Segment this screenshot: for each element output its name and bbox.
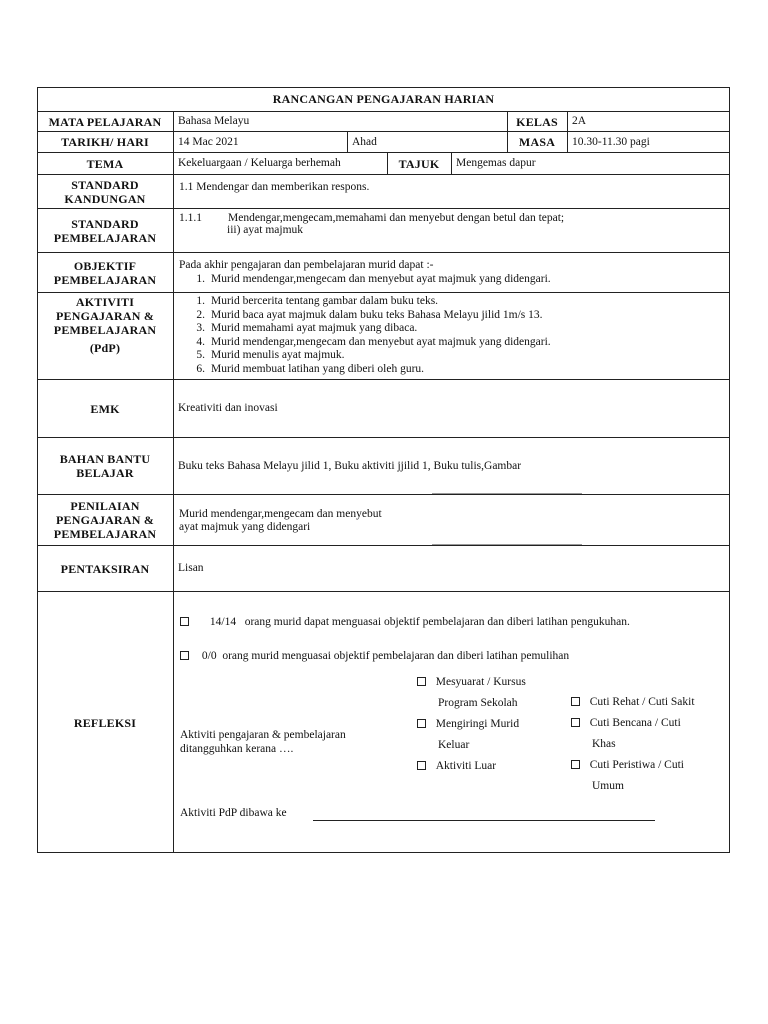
dibawa-input-line[interactable] [313, 820, 655, 821]
list-item: 6. Murid membuat latihan yang diberi oleh guru. [196, 362, 425, 375]
tajuk-label: TAJUK [398, 156, 440, 171]
masa-value: 10.30-11.30 pagi [572, 135, 650, 148]
checkbox-icon[interactable] [571, 697, 580, 706]
refleksi-option-2[interactable]: 0/0 orang murid menguasai objektif pembelajaran dan diberi latihan pemulihan [180, 650, 569, 664]
reasons-column-1: Mesyuarat / Kursus Program Sekolah Mengiringi Murid Keluar Aktiviti Luar [417, 672, 526, 777]
standard-pembelajaran-code: 1.1.1 [179, 212, 202, 224]
row-bahan [37, 437, 730, 494]
list-item: 4. Murid mendengar,mengecam dan menyebut ayat majmuk yang didengari. [196, 335, 551, 348]
row-mata-pelajaran [37, 111, 730, 131]
reason-cuti-bencana[interactable]: Cuti Bencana / Cuti [571, 713, 695, 734]
reason-program-sekolah[interactable]: Program Sekolah [438, 697, 518, 709]
reason-cuti-rehat[interactable]: Cuti Rehat / Cuti Sakit [571, 692, 695, 713]
bahan-label: BAHAN BANTU BELAJAR [59, 452, 151, 480]
reasons-column-2: Cuti Rehat / Cuti Sakit Cuti Bencana / Cuti Khas Cuti Peristiwa / Cuti Umum [571, 692, 695, 797]
checkbox-icon[interactable] [417, 761, 426, 770]
row-standard-kandungan [37, 174, 730, 208]
standard-pembelajaran-text: Mendengar,mengecam,memahami dan menyebut dengan betul dan tepat; [228, 212, 565, 224]
mata-pelajaran-value: Bahasa Melayu [178, 115, 250, 127]
checkbox-icon[interactable] [571, 760, 580, 769]
emk-value: Kreativiti dan inovasi [178, 402, 278, 414]
objektif-label: OBJEKTIF PEMBELAJARAN [53, 258, 157, 287]
emk-label: EMK [90, 401, 120, 416]
aktiviti-label: AKTIVITI PENGAJARAN & PEMBELAJARAN (PdP) [53, 295, 157, 355]
reason-cuti-peristiwa[interactable]: Cuti Peristiwa / Cuti [571, 755, 695, 776]
standard-pembelajaran-sub: iii) ayat majmuk [227, 224, 304, 236]
list-item: 5. Murid menulis ayat majmuk. [196, 349, 345, 361]
list-item: 1. Murid bercerita tentang gambar dalam buku teks. [196, 295, 439, 307]
lesson-plan-table [37, 87, 730, 853]
checkbox-icon[interactable] [180, 617, 189, 626]
penilaian-label: PENILAIAN PENGAJARAN & PEMBELAJARAN [53, 499, 157, 541]
row-objektif [37, 252, 730, 292]
dibawa-label: Aktiviti PdP dibawa ke [180, 807, 287, 819]
title-row [37, 87, 730, 111]
masa-label: MASA [518, 135, 556, 149]
tarikh-value: 14 Mac 2021 [178, 135, 239, 148]
tarikh-label: TARIKH/ HARI [61, 135, 149, 149]
tema-label: TEMA [86, 156, 124, 171]
row-penilaian [37, 494, 730, 545]
penilaian-line2: ayat majmuk yang didengari [179, 521, 311, 533]
pentaksiran-value: Lisan [178, 562, 204, 574]
reason-mesyuarat[interactable]: Mesyuarat / Kursus [417, 672, 526, 693]
aktiviti-list [185, 295, 551, 376]
row-tema [37, 152, 730, 174]
kelas-label: KELAS [516, 114, 558, 129]
reason-aktiviti-luar[interactable]: Aktiviti Luar [417, 756, 526, 777]
checkbox-icon[interactable] [180, 651, 189, 660]
penilaian-line1: Murid mendengar,mengecam dan menyebut [179, 508, 382, 520]
row-standard-pembelajaran [37, 208, 730, 252]
checkbox-icon[interactable] [417, 719, 426, 728]
reason-mengiringi-murid[interactable]: Mengiringi Murid [417, 714, 526, 735]
standard-kandungan-value: 1.1 Mendengar dan memberikan respons. [179, 181, 370, 193]
standard-pembelajaran-label: STANDARD PEMBELAJARAN [53, 216, 157, 245]
row-aktiviti [37, 292, 730, 379]
kelas-value: 2A [572, 115, 587, 127]
list-item: 2. Murid baca ayat majmuk dalam buku teks Bahasa Melayu jilid 1m/s 13. [196, 308, 543, 321]
mata-pelajaran-label: MATA PELAJARAN [48, 114, 162, 129]
tangguh-text: Aktiviti pengajaran & pembelajaran ditangguhkan kerana …. [180, 729, 346, 755]
tema-value: Kekeluargaan / Keluarga berhemah [178, 157, 341, 169]
row-pentaksiran [37, 545, 730, 591]
row-refleksi [37, 591, 730, 853]
bahan-value: Buku teks Bahasa Melayu jilid 1, Buku aktiviti jjilid 1, Buku tulis,Gambar [178, 459, 522, 472]
checkbox-icon[interactable] [571, 718, 580, 727]
objektif-intro: Pada akhir pengajaran dan pembelajaran murid dapat :- [179, 259, 434, 271]
page-title: RANCANGAN PENGAJARAN HARIAN [272, 92, 495, 106]
checkbox-icon[interactable] [417, 677, 426, 686]
row-emk [37, 379, 730, 437]
standard-kandungan-label: STANDARD KANDUNGAN [64, 177, 146, 206]
tajuk-value: Mengemas dapur [456, 157, 536, 169]
pentaksiran-label: PENTAKSIRAN [60, 561, 150, 576]
refleksi-option-1[interactable]: 14/14 orang murid dapat menguasai objektif pembelajaran dan diberi latihan pengukuhan. [180, 616, 630, 630]
objektif-item: 1. Murid mendengar,mengecam dan menyebut ayat majmuk yang didengari. [196, 273, 551, 285]
refleksi-label: REFLEKSI [73, 715, 137, 730]
hari-value: Ahad [352, 135, 377, 148]
list-item: 3. Murid memahami ayat majmuk yang dibaca. [196, 322, 418, 334]
row-tarikh [37, 131, 730, 152]
